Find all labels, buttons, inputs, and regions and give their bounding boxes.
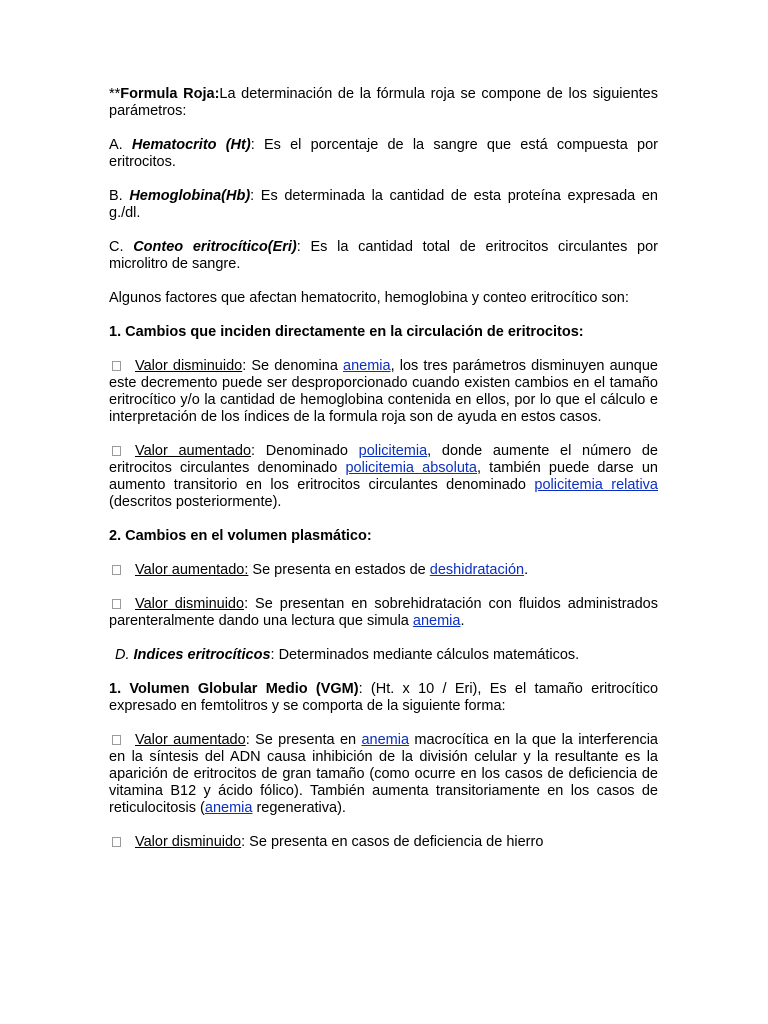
param-text: : Es el porcentaje de la sangre que está compuesta por eritrocitos.: [109, 137, 658, 170]
item-text: : Se presentan en sobrehidratación con fluidos administrados parenteralmente dando una lectura que simula: [109, 596, 658, 629]
anemia-link[interactable]: anemia: [204, 800, 253, 816]
bullet-icon: [112, 565, 121, 575]
param-name: Hemoglobina(Hb): [129, 188, 251, 204]
deshidratacion-link[interactable]: deshidratación: [429, 562, 525, 578]
document-body: [109, 86, 658, 868]
item-text: macrocítica en la que la interferencia en la síntesis del ADN causa inhibición de la división celular y la resultante es la aparición de eritrocitos de gran tamaño (como ocurre en los casos de deficiencia de vitamina B12 y ácido fólico). También aumenta transitoriamente en los casos de reticulocitosis (: [109, 732, 659, 816]
item-label: Valor aumentado: [135, 732, 246, 748]
intro-title: Formula Roja:: [120, 86, 220, 102]
vgm-item-aumentado: [109, 732, 658, 817]
item-text: , los tres parámetros disminuyen aunque este decremento puede ser desproporcionado cuando existen cambios en el tamaño eritrocítico y/o la cantidad de hemoglobina contenida en ellos, por lo que el cálculo e interpretación de los índices de la formula roja son de ayuda en estos casos.: [109, 358, 658, 425]
policitemia-link[interactable]: policitemia: [358, 443, 428, 459]
indices-text: : Determinados mediante cálculos matemáticos.: [270, 647, 580, 663]
indices-paragraph: [109, 647, 658, 664]
item-text: (descritos posteriormente).: [109, 494, 282, 510]
param-conteo: [109, 239, 658, 273]
param-hemoglobina: [109, 188, 658, 222]
section2-heading: 2. Cambios en el volumen plasmático:: [109, 528, 372, 544]
anemia-link[interactable]: anemia: [412, 613, 461, 629]
policitemia-relativa-link[interactable]: policitemia relativa: [534, 477, 658, 493]
item-label: Valor disminuido: [135, 358, 243, 374]
section2-item-aumentado: [109, 562, 658, 579]
item-text: regenerativa).: [252, 800, 346, 816]
param-name: Conteo eritrocítico(Eri): [133, 239, 297, 255]
item-text: : Se denomina: [242, 358, 344, 374]
vgm-text: : (Ht. x 10 / Eri), Es el tamaño eritrocítico expresado en femtolitros y se comporta de la siguiente forma:: [109, 681, 659, 714]
param-name: Hematocrito (Ht): [131, 137, 251, 153]
section2-item-disminuido: [109, 596, 658, 630]
item-text: : Denominado: [251, 443, 359, 459]
bullet-icon: [112, 361, 121, 371]
item-text: : Se presenta en casos de deficiencia de hierro: [241, 834, 544, 850]
bullet-icon: [112, 735, 121, 745]
param-letter: B.: [109, 188, 130, 204]
bullet-icon: [112, 837, 121, 847]
item-text: .: [524, 562, 529, 578]
item-label: Valor disminuido: [135, 596, 245, 612]
policitemia-absoluta-link[interactable]: policitemia absoluta: [345, 460, 477, 476]
section1-item-aumentado: [109, 443, 658, 511]
vgm-heading: 1. Volumen Globular Medio (VGM): [109, 681, 359, 697]
item-label: Valor aumentado:: [135, 562, 249, 578]
anemia-link[interactable]: anemia: [361, 732, 410, 748]
param-letter: C.: [109, 239, 134, 255]
bullet-icon: [112, 446, 121, 456]
item-label: Valor disminuido: [135, 834, 242, 850]
factors-intro: Algunos factores que afectan hematocrito, hemoglobina y conteo eritrocítico son:: [109, 290, 629, 306]
item-text: : Se presenta en: [245, 732, 362, 748]
intro-prefix: **: [109, 86, 121, 102]
section1-item-disminuido: [109, 358, 658, 426]
section1-heading: 1. Cambios que inciden directamente en la circulación de eritrocitos:: [109, 324, 584, 340]
vgm-item-disminuido: [109, 834, 658, 851]
anemia-link[interactable]: anemia: [343, 358, 391, 374]
param-hematocrito: [109, 137, 658, 171]
vgm-paragraph: [109, 681, 658, 715]
indices-letter: D.: [115, 647, 134, 663]
item-label: Valor aumentado: [135, 443, 252, 459]
param-letter: A.: [109, 137, 132, 153]
item-text: , donde aumente el número de eritrocitos circulantes denominado: [109, 443, 659, 476]
param-text: : Es determinada la cantidad de esta proteína expresada en g./dl.: [109, 188, 658, 221]
indices-name: Indices eritrocíticos: [133, 647, 271, 663]
item-text: .: [460, 613, 465, 629]
intro-paragraph: [109, 86, 658, 120]
bullet-icon: [112, 599, 121, 609]
param-text: : Es la cantidad total de eritrocitos circulantes por microlitro de sangre.: [109, 239, 658, 272]
item-text: , también puede darse un aumento transitorio en los eritrocitos circulantes denominado: [109, 460, 658, 493]
intro-text: La determinación de la fórmula roja se compone de los siguientes parámetros:: [109, 86, 658, 119]
item-text: Se presenta en estados de: [248, 562, 430, 578]
